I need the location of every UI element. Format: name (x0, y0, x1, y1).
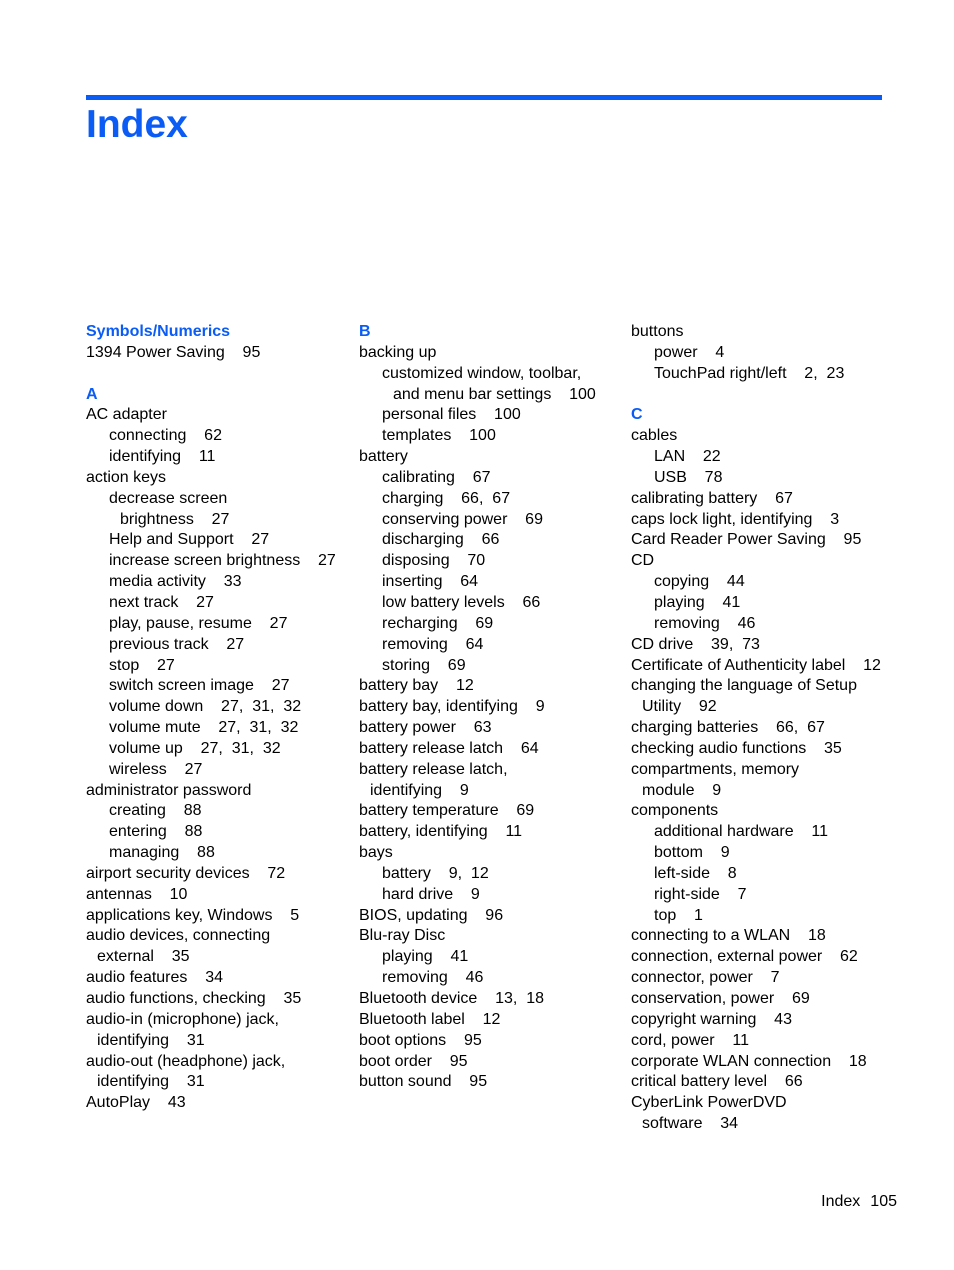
index-entry: applications key, Windows 5 (86, 906, 300, 924)
index-subentry-continuation: brightness 27 (120, 510, 230, 528)
index-entry: AC adapter (86, 406, 167, 424)
index-entry: buttons (631, 323, 684, 340)
index-entry: battery, identifying 11 (359, 823, 523, 841)
index-subentry: additional hardware 11 (654, 823, 829, 841)
index-subentry: TouchPad right/left 2, 23 (654, 364, 845, 382)
index-subentry: volume down 27, 31, 32 (109, 698, 302, 716)
index-entry: calibrating battery 67 (631, 489, 793, 507)
index-entry: battery bay 12 (359, 677, 474, 695)
index-subentry: customized window, toolbar, (382, 364, 582, 382)
index-entry: audio devices, connecting (86, 927, 271, 945)
index-subentry: inserting 64 (382, 573, 479, 591)
index-subentry: right-side 7 (654, 885, 747, 903)
index-subentry: decrease screen (109, 489, 228, 507)
index-column-2 (359, 322, 604, 1093)
index-entry-continuation: Utility 92 (642, 698, 717, 716)
index-subentry: wireless 27 (109, 760, 203, 778)
index-subentry: identifying 11 (109, 448, 216, 466)
index-subentry: previous track 27 (109, 635, 245, 653)
index-subentry: removing 46 (654, 614, 756, 632)
index-entry: charging batteries 66, 67 (631, 719, 825, 737)
index-entry: cord, power 11 (631, 1031, 749, 1049)
index-entry: button sound 95 (359, 1073, 488, 1091)
index-entry: Bluetooth device 13, 18 (359, 990, 545, 1007)
footer-label: Index (821, 1193, 861, 1210)
index-subentry: media activity 33 (109, 573, 242, 591)
index-subentry: personal files 100 (382, 406, 521, 424)
index-subentry: storing 69 (382, 656, 466, 674)
index-entry: action keys (86, 468, 167, 486)
section-heading: C (631, 406, 643, 424)
index-subentry: discharging 66 (382, 531, 500, 549)
index-entry: boot order 95 (359, 1052, 468, 1070)
index-entry-continuation: module 9 (642, 781, 722, 799)
index-entry: checking audio functions 35 (631, 739, 842, 757)
page-number: 105 (870, 1193, 897, 1210)
index-subentry: playing 41 (382, 948, 469, 966)
index-entry: Bluetooth label 12 (359, 1010, 501, 1028)
index-subentry: power 4 (654, 343, 725, 361)
index-entry-continuation: identifying 31 (97, 1073, 205, 1091)
index-subentry: LAN 22 (654, 448, 721, 466)
index-subentry: templates 100 (382, 427, 496, 445)
index-subentry: hard drive 9 (382, 885, 480, 903)
index-subentry: entering 88 (109, 823, 203, 841)
index-subentry: conserving power 69 (382, 510, 543, 528)
index-subentry: playing 41 (654, 593, 741, 611)
index-entry: audio features 34 (86, 969, 223, 987)
page-footer (821, 1192, 897, 1212)
section-gap (631, 385, 896, 406)
index-entry: boot options 95 (359, 1031, 482, 1049)
index-entry: audio-out (headphone) jack, (86, 1052, 286, 1070)
section-gap (86, 364, 348, 385)
index-subentry: managing 88 (109, 844, 215, 862)
index-entry: audio functions, checking 35 (86, 990, 302, 1007)
index-subentry: creating 88 (109, 802, 202, 820)
index-entry: battery release latch 64 (359, 739, 539, 757)
index-subentry: top 1 (654, 906, 703, 924)
index-subentry: bottom 9 (654, 844, 730, 862)
index-entry: Card Reader Power Saving 95 (631, 531, 862, 549)
section-heading: B (359, 323, 371, 340)
index-subentry: volume mute 27, 31, 32 (109, 719, 299, 737)
index-entry: Certificate of Authenticity label 12 (631, 656, 881, 674)
index-entry-continuation: external 35 (97, 948, 190, 966)
index-entry: battery power 63 (359, 719, 492, 737)
index-entry-continuation: identifying 9 (370, 781, 469, 799)
index-entry: critical battery level 66 (631, 1073, 803, 1091)
index-entry: Blu-ray Disc (359, 927, 446, 945)
index-entry: battery release latch, (359, 760, 508, 778)
index-subentry: USB 78 (654, 468, 723, 486)
index-subentry: Help and Support 27 (109, 531, 270, 549)
index-entry-continuation: software 34 (642, 1115, 739, 1133)
index-entry: connection, external power 62 (631, 948, 858, 966)
index-subentry: calibrating 67 (382, 468, 491, 486)
index-entry: connector, power 7 (631, 969, 780, 987)
index-subentry: increase screen brightness 27 (109, 552, 336, 570)
index-subentry: stop 27 (109, 656, 175, 674)
index-entry: conservation, power 69 (631, 990, 810, 1007)
index-entry: components (631, 802, 719, 820)
index-entry-continuation: identifying 31 (97, 1031, 205, 1049)
section-heading: Symbols/Numerics (86, 323, 231, 340)
index-entry: audio-in (microphone) jack, (86, 1010, 279, 1028)
index-column-1 (86, 322, 348, 1114)
index-subentry: left-side 8 (654, 864, 737, 882)
index-subentry: disposing 70 (382, 552, 486, 570)
index-subentry: charging 66, 67 (382, 489, 511, 507)
index-entry: connecting to a WLAN 18 (631, 927, 826, 945)
index-entry: battery bay, identifying 9 (359, 698, 545, 716)
index-entry: 1394 Power Saving 95 (86, 343, 261, 361)
index-entry: corporate WLAN connection 18 (631, 1052, 867, 1070)
index-entry: CD (631, 552, 655, 570)
index-entry: compartments, memory (631, 760, 800, 778)
index-subentry: next track 27 (109, 593, 214, 611)
index-entry: CD drive 39, 73 (631, 635, 760, 653)
index-entry: caps lock light, identifying 3 (631, 510, 840, 528)
page-title: Index (86, 103, 188, 146)
index-entry: battery (359, 448, 408, 466)
index-entry: AutoPlay 43 (86, 1094, 186, 1112)
section-heading: A (86, 385, 98, 403)
index-subentry-continuation: and menu bar settings 100 (393, 385, 596, 403)
index-subentry: recharging 69 (382, 614, 494, 632)
index-subentry: connecting 62 (109, 427, 222, 445)
index-subentry: battery 9, 12 (382, 864, 489, 882)
index-entry: changing the language of Setup (631, 677, 857, 695)
index-subentry: copying 44 (654, 573, 745, 591)
title-rule (86, 95, 882, 100)
index-entry: backing up (359, 343, 437, 361)
index-entry: airport security devices 72 (86, 864, 286, 882)
index-entry: copyright warning 43 (631, 1010, 792, 1028)
index-subentry: low battery levels 66 (382, 593, 541, 611)
index-entry: antennas 10 (86, 885, 188, 903)
index-entry: cables (631, 427, 678, 445)
index-entry: BIOS, updating 96 (359, 906, 504, 924)
index-subentry: removing 46 (382, 969, 484, 987)
index-subentry: volume up 27, 31, 32 (109, 739, 281, 757)
index-column-3 (631, 322, 896, 1135)
index-subentry: removing 64 (382, 635, 484, 653)
index-entry: battery temperature 69 (359, 802, 535, 820)
index-entry: CyberLink PowerDVD (631, 1094, 787, 1112)
index-entry: administrator password (86, 781, 252, 799)
index-subentry: switch screen image 27 (109, 677, 290, 695)
index-subentry: play, pause, resume 27 (109, 614, 288, 632)
index-entry: bays (359, 844, 393, 862)
